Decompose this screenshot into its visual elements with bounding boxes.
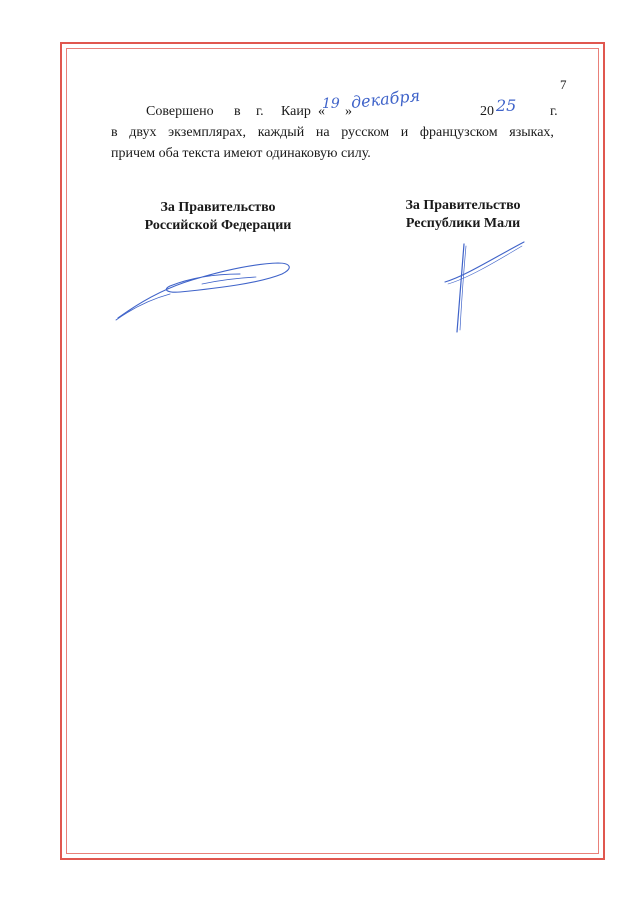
word-v: в [234, 104, 241, 119]
signatory-russia-line1: За Правительство [160, 200, 276, 215]
word-sovershono: Совершено [146, 104, 214, 119]
handwritten-month: декабря [350, 85, 421, 112]
line2-word: на [315, 125, 330, 140]
line2-word: русском [341, 125, 390, 140]
line2-word: двух [129, 125, 157, 140]
word-g: г. [256, 104, 264, 119]
signature-mali [440, 238, 530, 338]
signatory-mali [378, 197, 548, 233]
text-line-3: причем оба текста имеют одинаковую силу. [111, 146, 371, 161]
year-prefix: 20 [480, 104, 494, 119]
line2-word: французском [419, 125, 498, 140]
page-number: 7 [560, 77, 567, 92]
word-kair: Каир [281, 104, 311, 119]
signatory-russia [128, 199, 308, 235]
signatory-russia-line2: Российской Федерации [144, 218, 292, 233]
quote-close: » [345, 104, 352, 119]
handwritten-year: 25 [496, 96, 517, 115]
text-line-2 [111, 125, 554, 141]
line2-word: экземплярах, [168, 125, 247, 140]
page-border-inner [66, 48, 599, 854]
year-suffix: г. [550, 104, 558, 119]
signature-russia [110, 250, 300, 325]
line2-word: и [400, 125, 409, 140]
quote-open: « [318, 104, 325, 119]
line2-word: в [111, 125, 118, 140]
signatory-mali-line2: Республики Мали [405, 216, 521, 231]
line2-word: каждый [257, 125, 305, 140]
signatory-mali-line1: За Правительство [405, 198, 521, 213]
line2-word: языках, [509, 125, 554, 140]
handwritten-day: 19 [322, 96, 340, 112]
